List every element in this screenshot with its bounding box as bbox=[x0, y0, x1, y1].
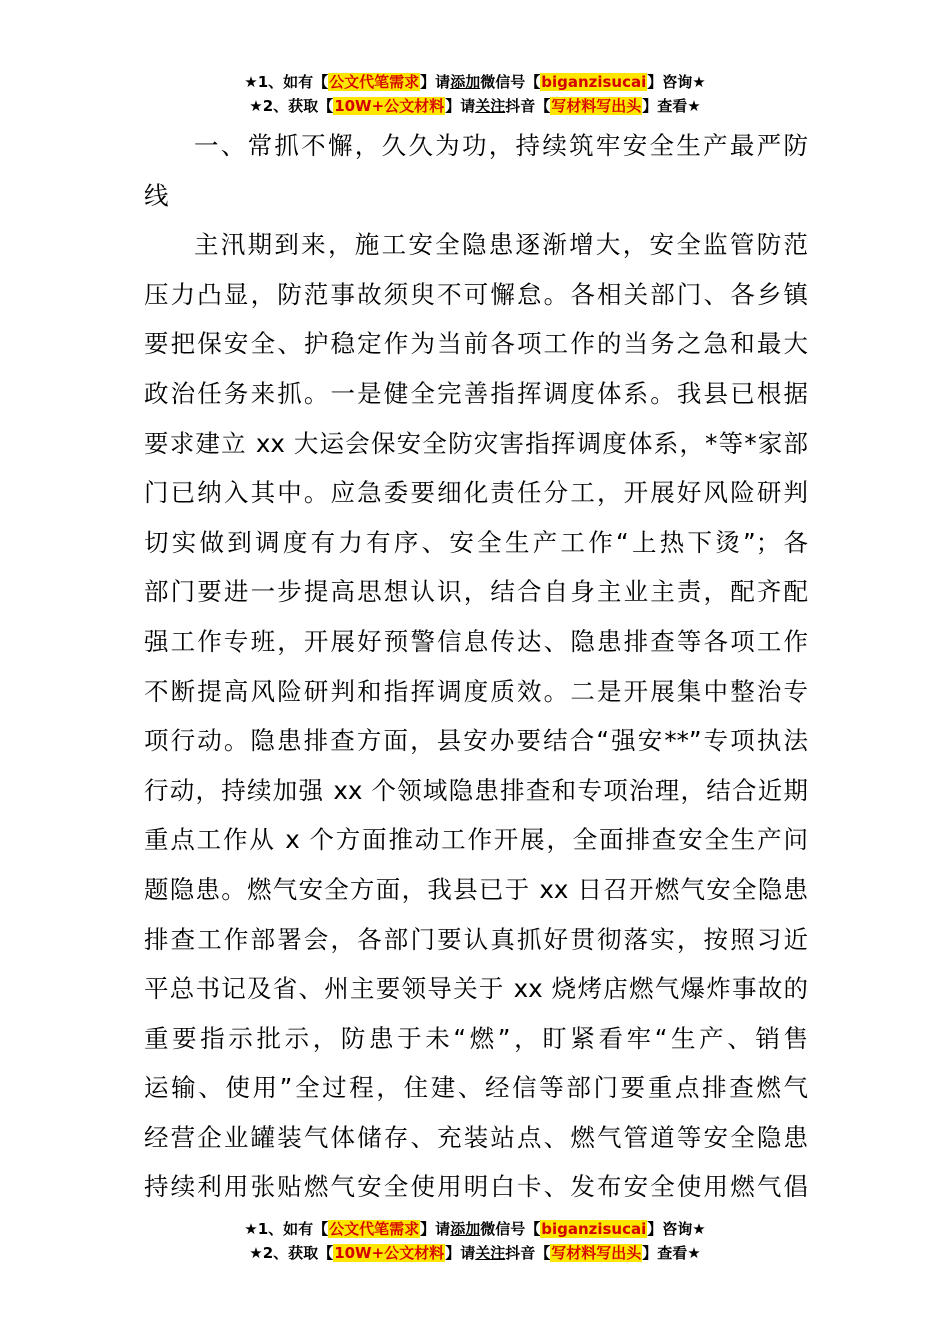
top-banner-line-1 bbox=[0, 71, 950, 93]
banner-highlight: 公文代笔需求 bbox=[329, 1220, 420, 1238]
section-heading-line: 线 bbox=[144, 180, 169, 210]
banner-text: 】咨询★ bbox=[647, 1220, 706, 1238]
banner-text: ★2、获取【 bbox=[249, 97, 334, 115]
banner-text: 】请 bbox=[445, 1244, 476, 1262]
banner-underlined-text: 关注 bbox=[475, 1244, 506, 1262]
banner-text: 】咨询★ bbox=[647, 73, 706, 91]
top-banner-line-2 bbox=[0, 95, 950, 117]
paragraph-line: 部门要进一步提高思想认识，结合自身主业主责，配齐配 bbox=[144, 577, 808, 607]
paragraph-line: 题隐患。燃气安全方面，我县已于 xx 日召开燃气安全隐患 bbox=[144, 874, 808, 904]
banner-text: ★2、获取【 bbox=[249, 1244, 334, 1262]
banner-text: 微信号【 bbox=[480, 1220, 541, 1238]
bottom-banner-line-2 bbox=[0, 1242, 950, 1264]
paragraph-line: 排查工作部署会，各部门要认真抓好贯彻落实，按照习近 bbox=[144, 924, 808, 954]
paragraph-line: 项行动。隐患排查方面，县安办要结合“强安**”专项执法 bbox=[144, 726, 808, 756]
banner-highlight-douyin: 写材料写出头 bbox=[551, 97, 642, 115]
paragraph-line: 强工作专班，开展好预警信息传达、隐患排查等各项工作 bbox=[144, 626, 808, 656]
paragraph-line: 要求建立 xx 大运会保安全防灾害指挥调度体系，*等*家部 bbox=[144, 428, 808, 458]
paragraph-line: 主汛期到来，施工安全隐患逐渐增大，安全监管防范 bbox=[194, 230, 808, 260]
banner-underlined-text: 添加 bbox=[450, 73, 481, 91]
banner-highlight: 公文代笔需求 bbox=[329, 73, 420, 91]
paragraph-line: 要把保安全、护稳定作为当前各项工作的当务之急和最大 bbox=[144, 329, 808, 359]
paragraph-line: 压力凸显，防范事故须臾不可懈怠。各相关部门、各乡镇 bbox=[144, 279, 808, 309]
banner-text: 】查看★ bbox=[642, 1244, 701, 1262]
banner-text: 】请 bbox=[445, 97, 476, 115]
banner-text: 微信号【 bbox=[480, 73, 541, 91]
banner-text: ★1、如有【 bbox=[244, 73, 329, 91]
banner-underlined-text: 添加 bbox=[450, 1220, 481, 1238]
paragraph-line: 政治任务来抓。一是健全完善指挥调度体系。我县已根据 bbox=[144, 378, 808, 408]
paragraph-line: 门已纳入其中。应急委要细化责任分工，开展好风险研判 bbox=[144, 478, 808, 508]
banner-highlight: 10W+公文材料 bbox=[334, 97, 445, 115]
banner-highlight-wechat-id: biganzisucai bbox=[541, 1220, 647, 1238]
banner-highlight: 10W+公文材料 bbox=[334, 1244, 445, 1262]
banner-text: 】查看★ bbox=[642, 97, 701, 115]
banner-highlight-wechat-id: biganzisucai bbox=[541, 73, 647, 91]
banner-text: 】请 bbox=[420, 1220, 451, 1238]
banner-highlight-douyin: 写材料写出头 bbox=[551, 1244, 642, 1262]
bottom-banner-line-1 bbox=[0, 1218, 950, 1240]
banner-underlined-text: 关注 bbox=[475, 97, 506, 115]
paragraph-line: 经营企业罐装气体储存、充装站点、燃气管道等安全隐患 bbox=[144, 1122, 808, 1152]
paragraph-line: 不断提高风险研判和指挥调度质效。二是开展集中整治专 bbox=[144, 676, 808, 706]
paragraph-line: 平总书记及省、州主要领导关于 xx 烧烤店燃气爆炸事故的 bbox=[144, 974, 808, 1004]
paragraph-line: 切实做到调度有力有序、安全生产工作“上热下烫”；各 bbox=[144, 527, 808, 557]
paragraph-line: 运输、使用”全过程，住建、经信等部门要重点排查燃气 bbox=[144, 1073, 808, 1103]
paragraph-line: 行动，持续加强 xx 个领域隐患排查和专项治理，结合近期 bbox=[144, 775, 808, 805]
banner-text: ★1、如有【 bbox=[244, 1220, 329, 1238]
banner-text: 】请 bbox=[420, 73, 451, 91]
paragraph-line: 重点工作从 x 个方面推动工作开展，全面排查安全生产问 bbox=[144, 825, 808, 855]
section-heading-line: 一、常抓不懈，久久为功，持续筑牢安全生产最严防 bbox=[194, 131, 808, 160]
document-body bbox=[144, 121, 808, 1212]
banner-text: 抖音【 bbox=[505, 1244, 551, 1262]
banner-text: 抖音【 bbox=[505, 97, 551, 115]
paragraph-line: 持续利用张贴燃气安全使用明白卡、发布安全使用燃气倡 bbox=[144, 1172, 808, 1202]
paragraph-line: 重要指示批示，防患于未“燃”，盯紧看牢“生产、销售 bbox=[144, 1023, 808, 1053]
